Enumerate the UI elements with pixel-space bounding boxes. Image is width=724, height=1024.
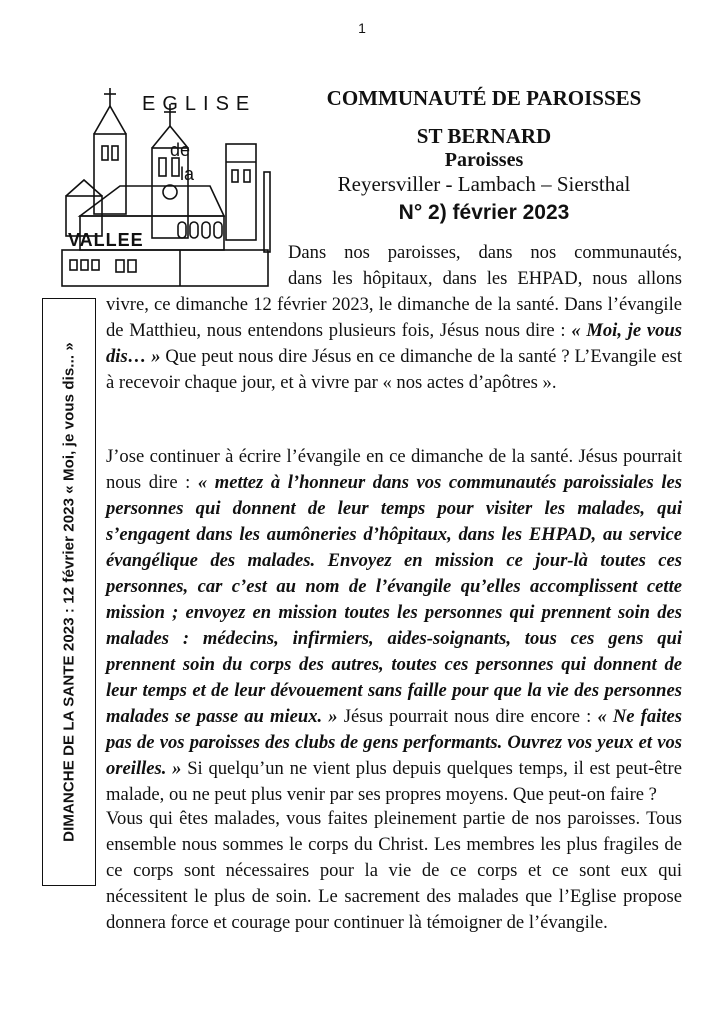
- paragraph-1-line-2: dans les hôpitaux, dans les EHPAD, nous allons: [288, 268, 682, 289]
- logo-word-vallee: VALLEE: [68, 230, 144, 250]
- parishes-subtitle: Paroisses: [444, 149, 524, 171]
- page-number: 1: [358, 20, 366, 36]
- paragraph-2: [106, 444, 682, 808]
- paragraph-2-quote-1: « mettez à l’honneur dans vos communautés paroissiales les personnes qui donnent de leur temps pour visiter les malades, qui s’engagent dans les aumôneries d’hôpitaux, dans les EHPAD, au service évangélique des malades. Envoyez en mission ce jour-là toutes ces personnes, car c’est au nom de l’évangile qu’elles accomplissent cette mission ; envoyez en mission toutes les personnes qui prennent soin des malades : médecins, infirmiers, aides-soignants, tous ces gens qui prennent soin du corps des autres, toutes ces personnes qui donnent de leur temps et de leur dévouement sans faille pour que la vie des personnes malades se passe au mieux. »: [106, 472, 682, 727]
- paragraph-1-line-1: Dans nos paroisses, dans nos communautés,: [288, 242, 682, 263]
- logo-word-eglise: EGLISE: [142, 93, 257, 115]
- eglise-de-la-vallee-logo: [60, 84, 272, 290]
- paragraph-2-middle: Jésus pourrait nous dire encore :: [337, 706, 598, 727]
- sidebar-label: DIMANCHE DE LA SANTE 2023 : 12 février 2023 « Moi, je vous dis... »: [60, 342, 78, 842]
- paragraph-1-quote: « Moi, je vous dis… »: [106, 320, 682, 367]
- paragraph-1-body: [106, 292, 682, 396]
- paragraph-2-end: Si quelqu’un ne vient plus depuis quelques temps, il est peut-être malade, ou ne peut plus venir par ses propres moyens. Que peut-on faire ?: [106, 758, 682, 805]
- paragraph-3: Vous qui êtes malades, vous faites pleinement partie de nos paroisses. Tous ensemble nous sommes le corps du Christ. Les membres les plus fragiles de ce corps sont nécessaires pour la vie de ce corps et ce sont eux qui nécessitent le plus de soin. Le sacrement des malades que l’Eglise propose donnera force et courage pour continuer là témoigner de l’évangile.: [106, 808, 682, 933]
- paragraph-1-text-a: vivre, ce dimanche 12 février 2023, le dimanche de la santé. Dans l’évangile de Matthieu, nous entendons plusieurs fois, Jésus nous dire :: [106, 294, 682, 341]
- logo-word-de: de: [170, 140, 191, 160]
- newsletter-header: [284, 86, 684, 227]
- paragraph-1-text-b: Que peut nous dire Jésus en ce dimanche de la santé ? L’Evangile est à recevoir chaque jour, et à vivre par « nos actes d’apôtres ».: [106, 346, 682, 393]
- organization-title: COMMUNAUTÉ DE PAROISSES: [326, 86, 642, 110]
- sidebar-label-box: [42, 298, 96, 886]
- issue-number: N° 2) février 2023: [398, 201, 570, 224]
- paragraph-2-quote-2: « Ne faites pas de vos paroisses des clubs de gens performants. Ouvrez vos yeux et vos oreilles. »: [106, 706, 682, 779]
- paragraph-2-intro: J’ose continuer à écrire l’évangile en ce dimanche de la santé. Jésus pourrait nous dire :: [106, 446, 682, 493]
- paragraph-1-intro: [288, 240, 682, 292]
- logo-word-la: la: [180, 164, 195, 184]
- parish-name: ST BERNARD: [416, 124, 552, 148]
- parish-places: Reyersviller - Lambach – Siersthal: [337, 172, 631, 196]
